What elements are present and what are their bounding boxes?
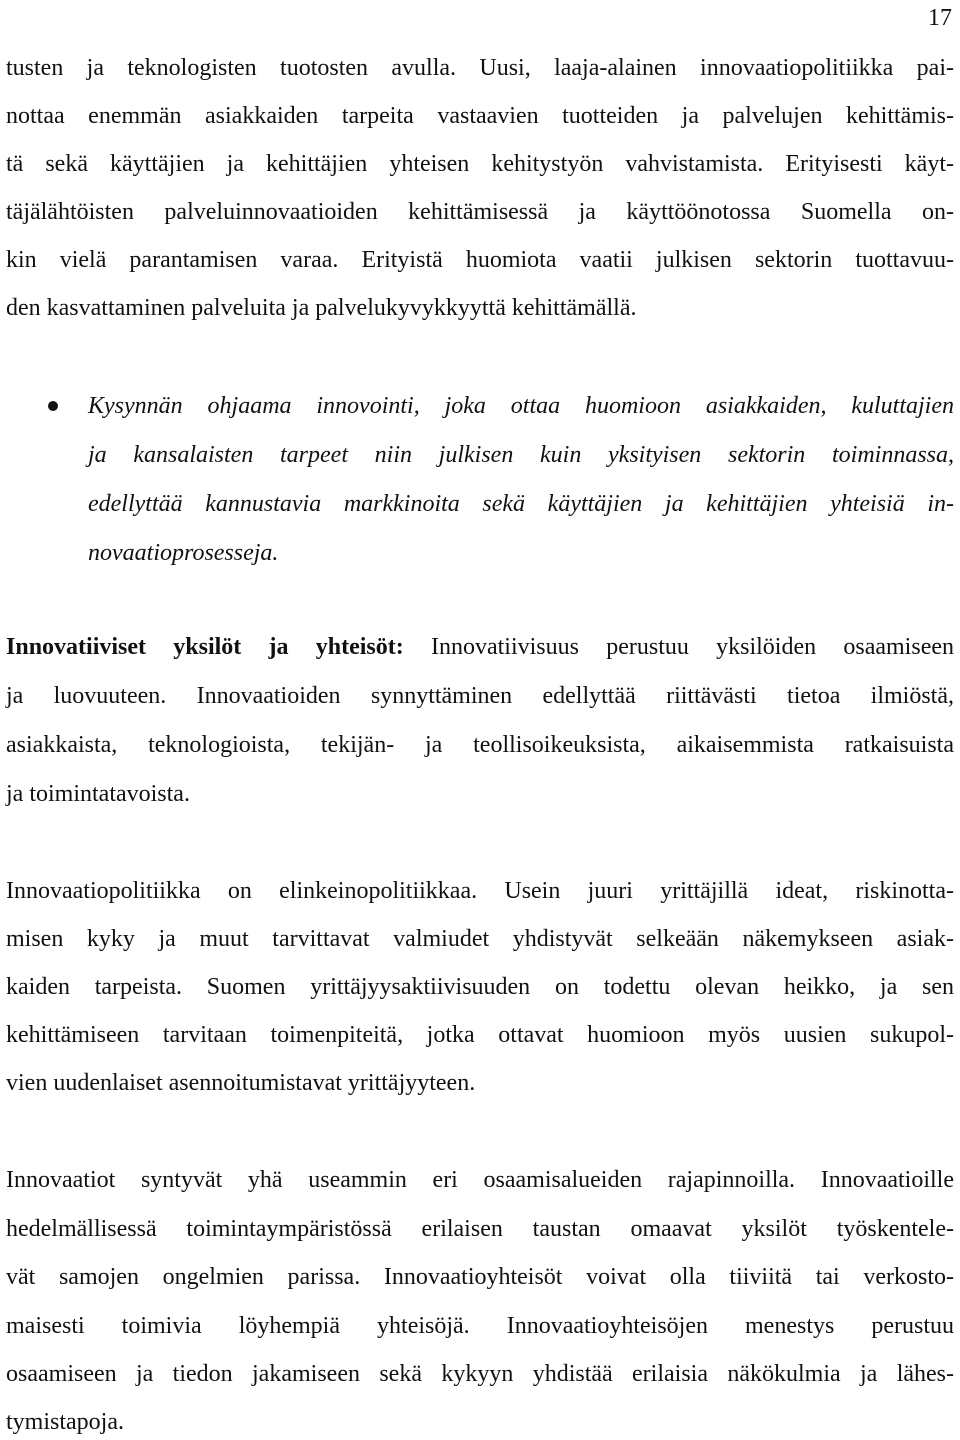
paragraph-heading: Innovatiiviset yksilöt ja yhteisöt: <box>6 634 404 660</box>
text-line: maisesti toimivia löyhempiä yhteisöjä. Innovaatioyhteisöjen menestys perustuu <box>6 1313 954 1339</box>
text-line: ja toimintatavoista. <box>6 781 190 807</box>
text-line: tusten ja teknologisten tuotosten avulla. Uusi, laaja-alainen innovaatiopolitiikka pai- <box>6 55 954 81</box>
text-line: hedelmällisessä toimintaympäristössä erilaisen taustan omaavat yksilöt työskentele- <box>6 1216 954 1242</box>
bullet-icon <box>48 401 58 411</box>
text-line: Innovaatiot syntyvät yhä useammin eri osaamisalueiden rajapinnoilla. Innovaatioille <box>6 1167 954 1193</box>
text-line: Innovaatiopolitiikka on elinkeinopolitiikkaa. Usein juuri yrittäjillä ideat, riskinotta- <box>6 878 954 904</box>
text-line: tymistapoja. <box>6 1409 124 1435</box>
text-line: den kasvattaminen palveluita ja palvelukyvykkyyttä kehittämällä. <box>6 295 637 321</box>
text-line: novaatioprosesseja. <box>88 540 279 566</box>
text-line: ja luovuuteen. Innovaatioiden synnyttäminen edellyttää riittävästi tietoa ilmiöstä, <box>6 683 954 709</box>
page-number: 17 <box>928 5 952 31</box>
text-line: osaamiseen ja tiedon jakamiseen sekä kykyyn yhdistää erilaisia näkökulmia ja lähes- <box>6 1361 954 1387</box>
text-span: Innovatiivisuus perustuu yksilöiden osaamiseen <box>403 634 954 660</box>
text-line: misen kyky ja muut tarvittavat valmiudet yhdistyvät selkeään näkemykseen asiak- <box>6 926 954 952</box>
text-line: nottaa enemmän asiakkaiden tarpeita vastaavien tuotteiden ja palvelujen kehittämis- <box>6 103 954 129</box>
text-line <box>6 632 954 662</box>
text-line: vät samojen ongelmien parissa. Innovaatioyhteisöt voivat olla tiiviitä tai verkosto- <box>6 1264 954 1290</box>
text-line: kehittämiseen tarvitaan toimenpiteitä, jotka ottavat huomioon myös uusien sukupol- <box>6 1022 954 1048</box>
text-line: kaiden tarpeista. Suomen yrittäjyysaktiivisuuden on todettu olevan heikko, ja sen <box>6 974 954 1000</box>
text-line: kin vielä parantamisen varaa. Erityistä huomiota vaatii julkisen sektorin tuottavuu- <box>6 247 954 273</box>
text-line: asiakkaista, teknologioista, tekijän- ja teollisoikeuksista, aikaisemmista ratkaisuista <box>6 732 954 758</box>
text-line: täjälähtöisten palveluinnovaatioiden kehittämisessä ja käyttöönotossa Suomella on- <box>6 199 954 225</box>
text-line: edellyttää kannustavia markkinoita sekä käyttäjien ja kehittäjien yhteisiä in- <box>88 491 954 517</box>
text-line: Kysynnän ohjaama innovointi, joka ottaa huomioon asiakkaiden, kuluttajien <box>88 393 954 419</box>
text-line: tä sekä käyttäjien ja kehittäjien yhteisen kehitystyön vahvistamista. Erityisesti käyt- <box>6 151 954 177</box>
text-line: vien uudenlaiset asennoitumistavat yrittäjyyteen. <box>6 1070 476 1096</box>
text-line: ja kansalaisten tarpeet niin julkisen kuin yksityisen sektorin toiminnassa, <box>88 442 954 468</box>
